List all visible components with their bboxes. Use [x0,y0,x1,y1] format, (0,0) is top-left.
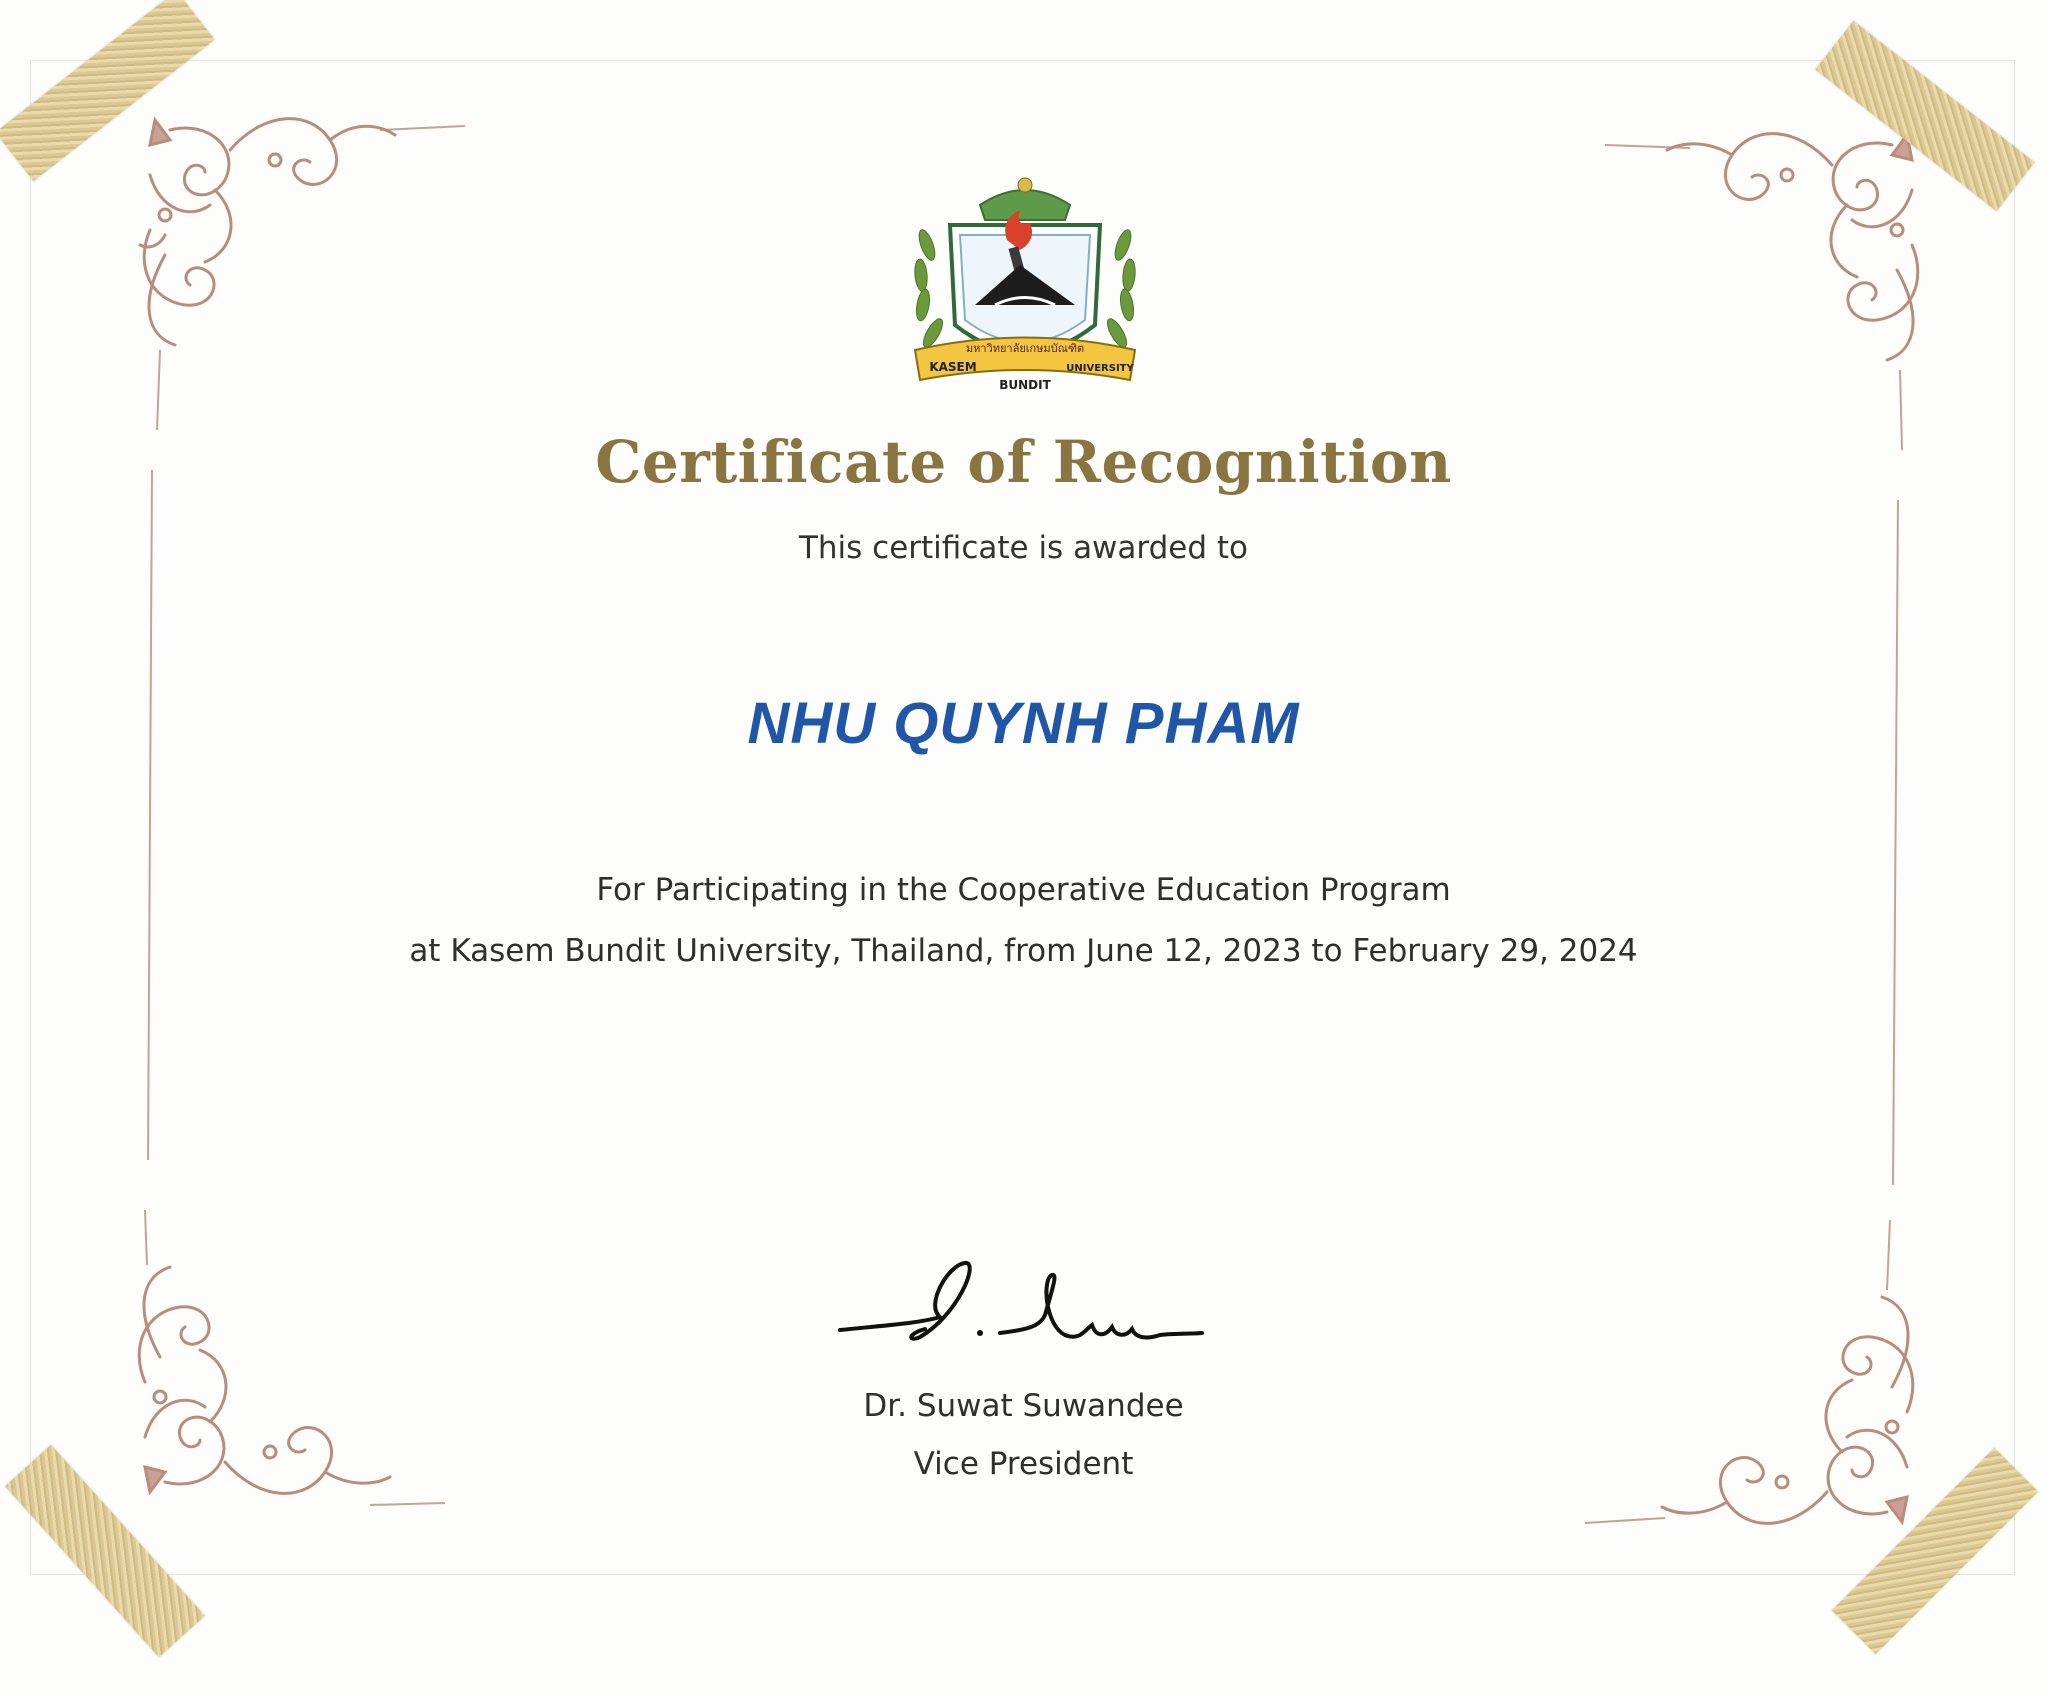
certificate-title: Certificate of Recognition [595,428,1452,496]
citation-line-1: For Participating in the Cooperative Education Program [596,872,1451,908]
signature [830,1245,1210,1355]
corner-flourish-top-left [140,119,395,345]
crest-ribbon-left: KASEM [929,360,977,374]
university-crest-logo [905,165,1145,410]
signer-name: Dr. Suwat Suwandee [863,1388,1184,1424]
corner-flourish-top-right [1667,134,1918,360]
certificate-subtitle: This certificate is awarded to [798,530,1249,566]
recipient-name: NHU QUYNH PHAM [747,691,1300,756]
signer-title: Vice President [913,1446,1134,1482]
citation-line-2: at Kasem Bundit University, Thailand, from June 12, 2023 to February 29, 2024 [409,933,1638,969]
crest-ribbon-right: UNIVERSITY [1066,363,1134,374]
crest-ribbon-thai: มหาวิทยาลัยเกษมบัณฑิต [965,342,1085,355]
crest-ribbon-center: BUNDIT [999,378,1051,392]
